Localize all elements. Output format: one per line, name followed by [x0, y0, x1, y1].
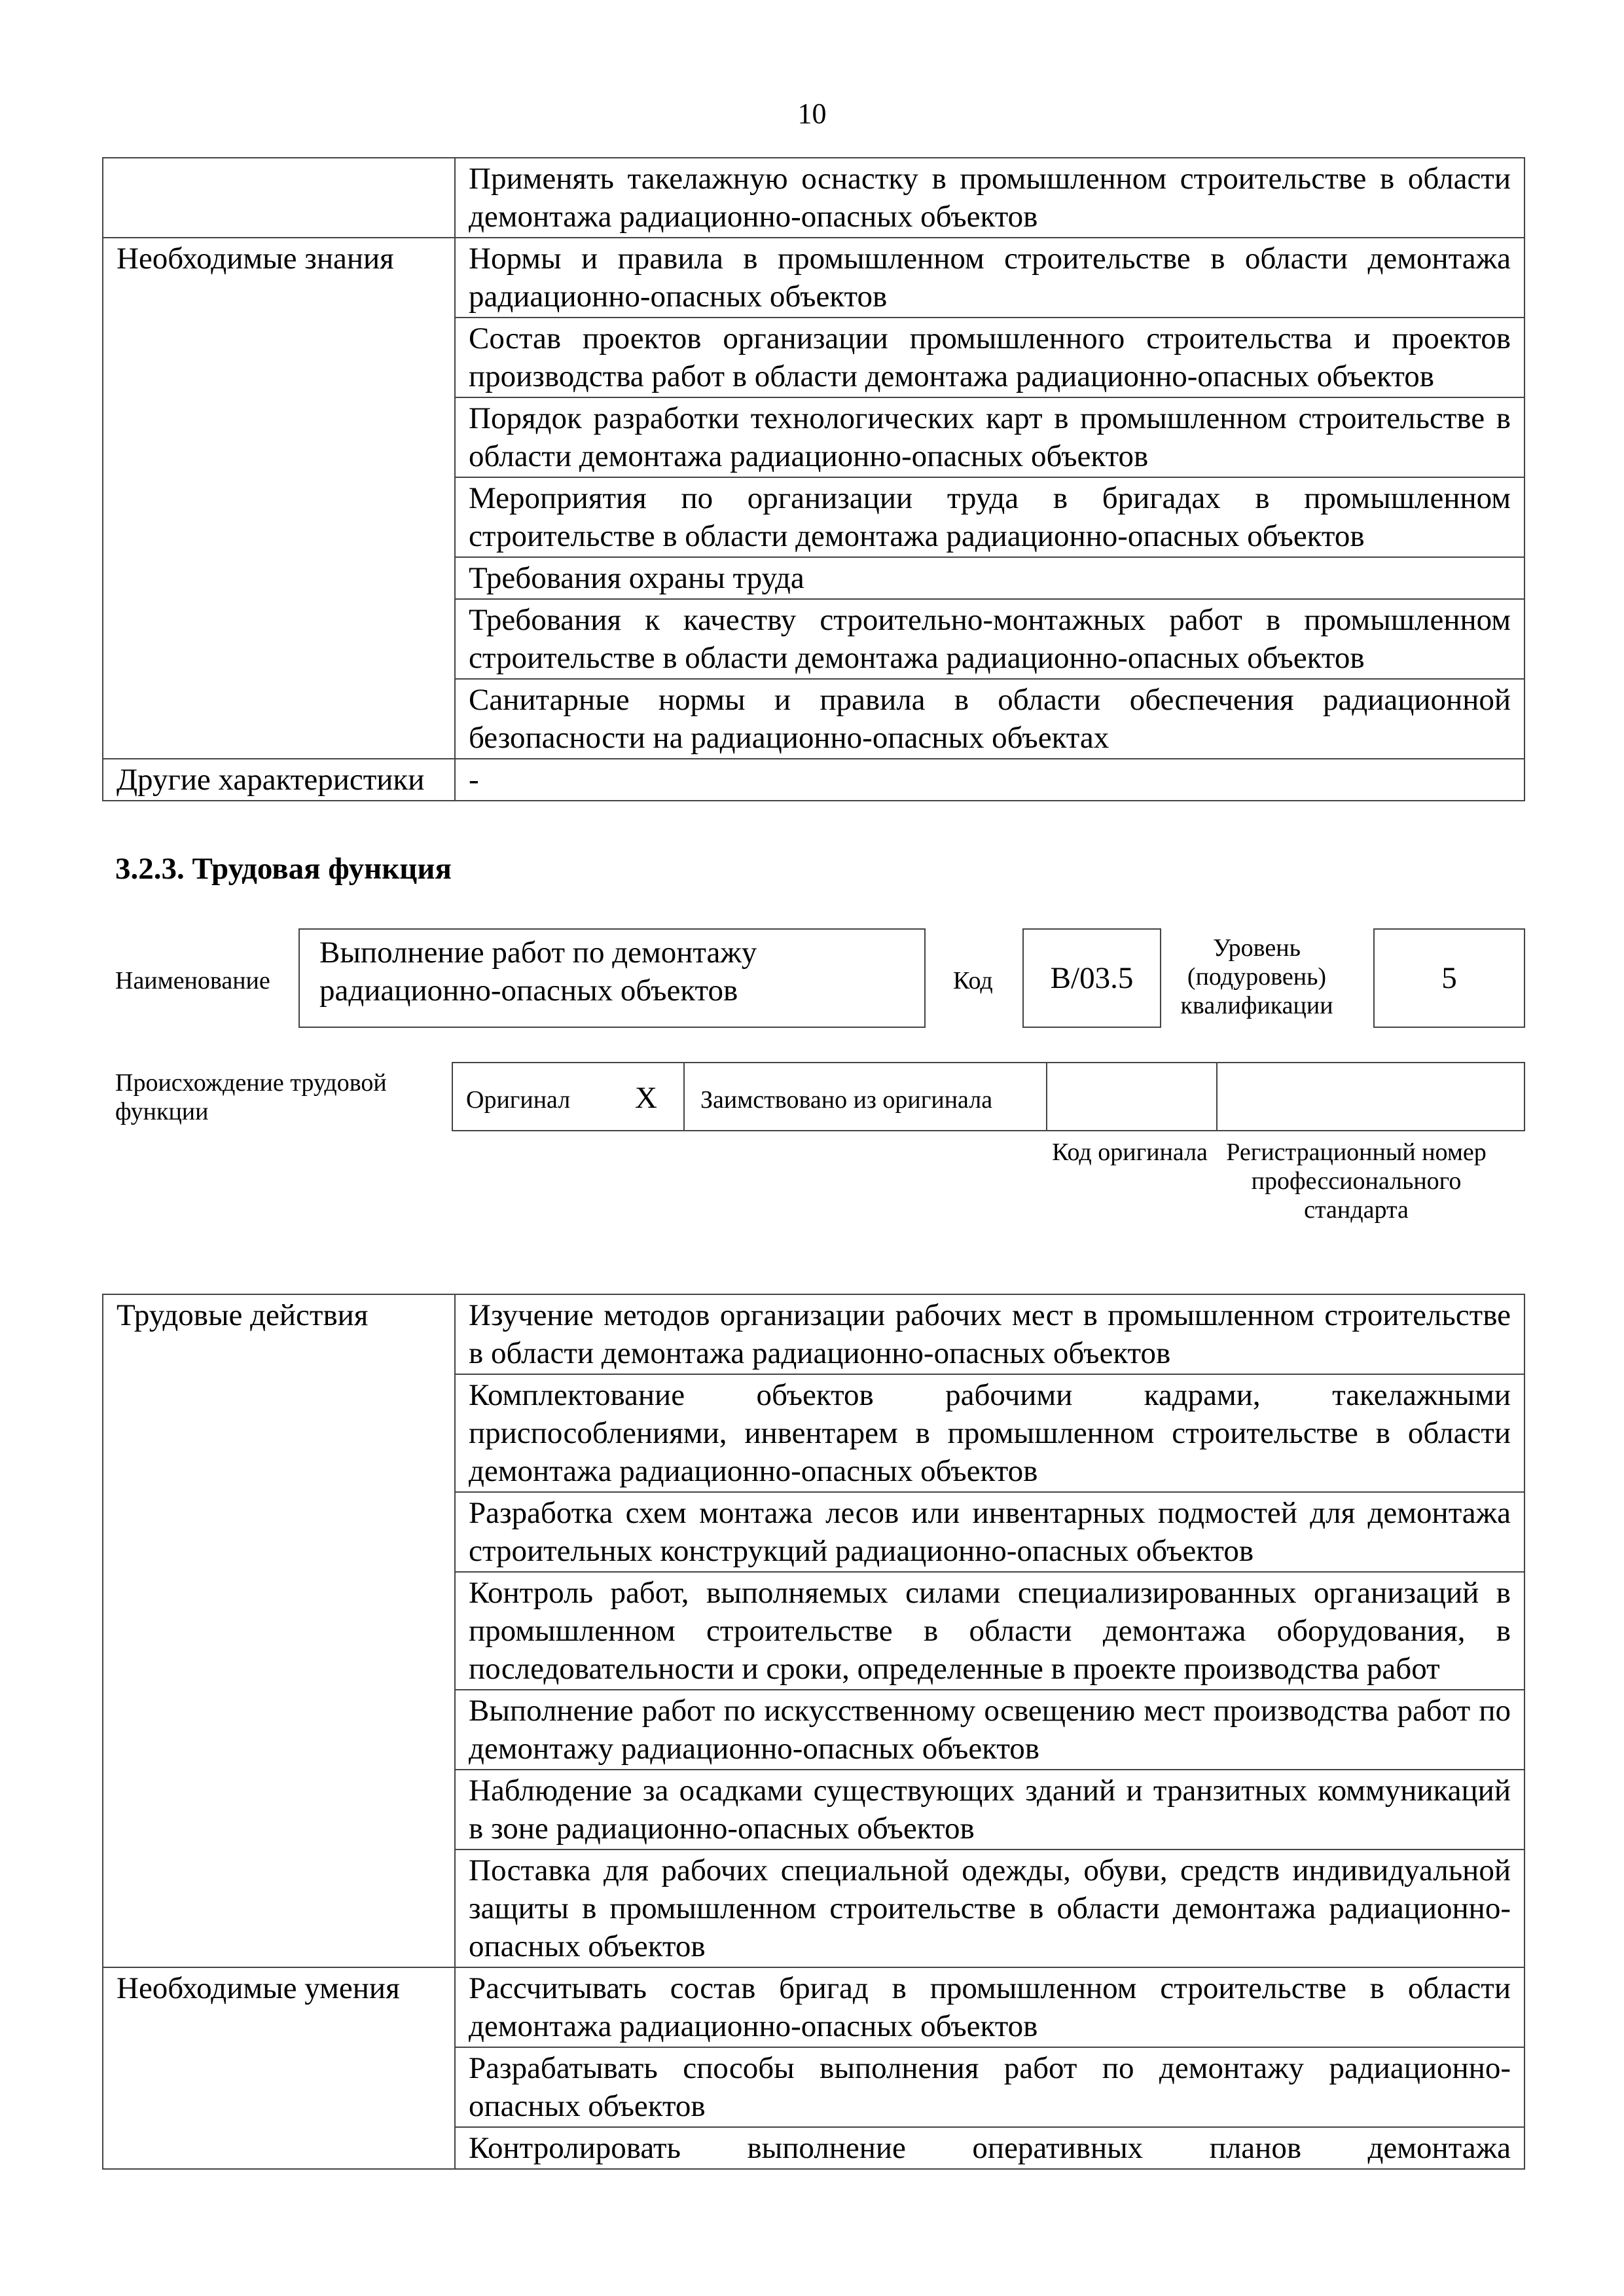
origin-label: Происхождение трудовой функции: [115, 1069, 387, 1125]
row-value: Изучение методов организации рабочих мест в промышленном строительстве в области демонтажа радиационно-опасных объектов: [455, 1294, 1525, 1374]
row-label: Другие характеристики: [103, 759, 455, 801]
table-row: [103, 158, 1525, 238]
borrowed-label: Заимствовано из оригинала: [700, 1086, 993, 1114]
row-value: Выполнение работ по искусственному освещению мест производства работ по демонтажу радиационно-опасных объектов: [455, 1690, 1525, 1770]
row-value: Нормы и правила в промышленном строительстве в области демонтажа радиационно-опасных объектов: [455, 238, 1525, 318]
row-value: Мероприятия по организации труда в бригадах в промышленном строительстве в области демонтажа радиационно-опасных объектов: [455, 477, 1525, 557]
table-row: [103, 1967, 1525, 2047]
table-row: [103, 238, 1525, 318]
name-label: Наименование: [115, 967, 270, 994]
row-label: [103, 158, 455, 238]
row-value: Поставка для рабочих специальной одежды, обуви, средств индивидуальной защиты в промышленном строительстве в области демонтажа радиационно-опасных объектов: [455, 1850, 1525, 1967]
function-code: B/03.5: [1050, 961, 1134, 995]
row-value: Разрабатывать способы выполнения работ по демонтажу радиационно-опасных объектов: [455, 2047, 1525, 2127]
reg-number-caption: Регистрационный номер профессионального стандарта: [1226, 1139, 1487, 1224]
function-code-box: [1022, 928, 1161, 1028]
row-value: Наблюдение за осадками существующих зданий и транзитных коммуникаций в зоне радиационно-опасных объектов: [455, 1770, 1525, 1850]
knowledge-table: [102, 157, 1525, 801]
row-value: Комплектование объектов рабочими кадрами, такелажными приспособлениями, инвентарем в промышленном строительстве в области демонтажа радиационно-опасных объектов: [455, 1374, 1525, 1492]
row-value: Санитарные нормы и правила в области обеспечения радиационной безопасности на радиационно-опасных объектах: [455, 679, 1525, 759]
row-value: -: [455, 759, 1525, 801]
row-value: Применять такелажную оснастку в промышленном строительстве в области демонтажа радиационно-опасных объектов: [455, 158, 1525, 238]
page-number: 10: [797, 98, 827, 130]
row-label: Необходимые умения: [103, 1967, 455, 2169]
row-label: Трудовые действия: [103, 1294, 455, 1967]
code-label: Код: [953, 967, 993, 994]
code-original-caption: Код оригинала: [1052, 1139, 1208, 1166]
original-mark: X: [635, 1081, 657, 1115]
row-label: Необходимые знания: [103, 238, 455, 759]
original-label: Оригинал: [466, 1086, 571, 1114]
row-value: Требования охраны труда: [455, 557, 1525, 599]
row-value: Требования к качеству строительно-монтажных работ в промышленном строительстве в области демонтажа радиационно-опасных объектов: [455, 599, 1525, 679]
level-value: 5: [1441, 961, 1457, 995]
level-box: [1373, 928, 1525, 1028]
divider: [1216, 1063, 1218, 1131]
actions-table: [102, 1294, 1525, 2170]
level-label: Уровень (подуровень) квалификации: [1180, 934, 1333, 1019]
row-value: Рассчитывать состав бригад в промышленном строительстве в области демонтажа радиационно-опасных объектов: [455, 1967, 1525, 2047]
section-heading: 3.2.3. Трудовая функция: [115, 852, 452, 886]
row-value: Контроль работ, выполняемых силами специализированных организаций в промышленном строительстве в области демонтажа оборудования, в последовательности и сроки, определенные в проекте производства работ: [455, 1572, 1525, 1690]
table-row: [103, 1294, 1525, 1374]
divider: [1046, 1063, 1047, 1131]
divider: [683, 1063, 685, 1131]
row-value: Контролировать выполнение оперативных планов демонтажа: [455, 2127, 1525, 2169]
origin-row: [452, 1062, 1525, 1131]
function-name-box: [298, 928, 926, 1028]
row-value: Состав проектов организации промышленного строительства и проектов производства работ в области демонтажа радиационно-опасных объектов: [455, 318, 1525, 397]
function-name: Выполнение работ по демонтажу радиационно-опасных объектов: [319, 936, 757, 1008]
row-value: Разработка схем монтажа лесов или инвентарных подмостей для демонтажа строительных конструкций радиационно-опасных объектов: [455, 1492, 1525, 1572]
table-row: [103, 759, 1525, 801]
row-value: Порядок разработки технологических карт в промышленном строительстве в области демонтажа радиационно-опасных объектов: [455, 397, 1525, 477]
